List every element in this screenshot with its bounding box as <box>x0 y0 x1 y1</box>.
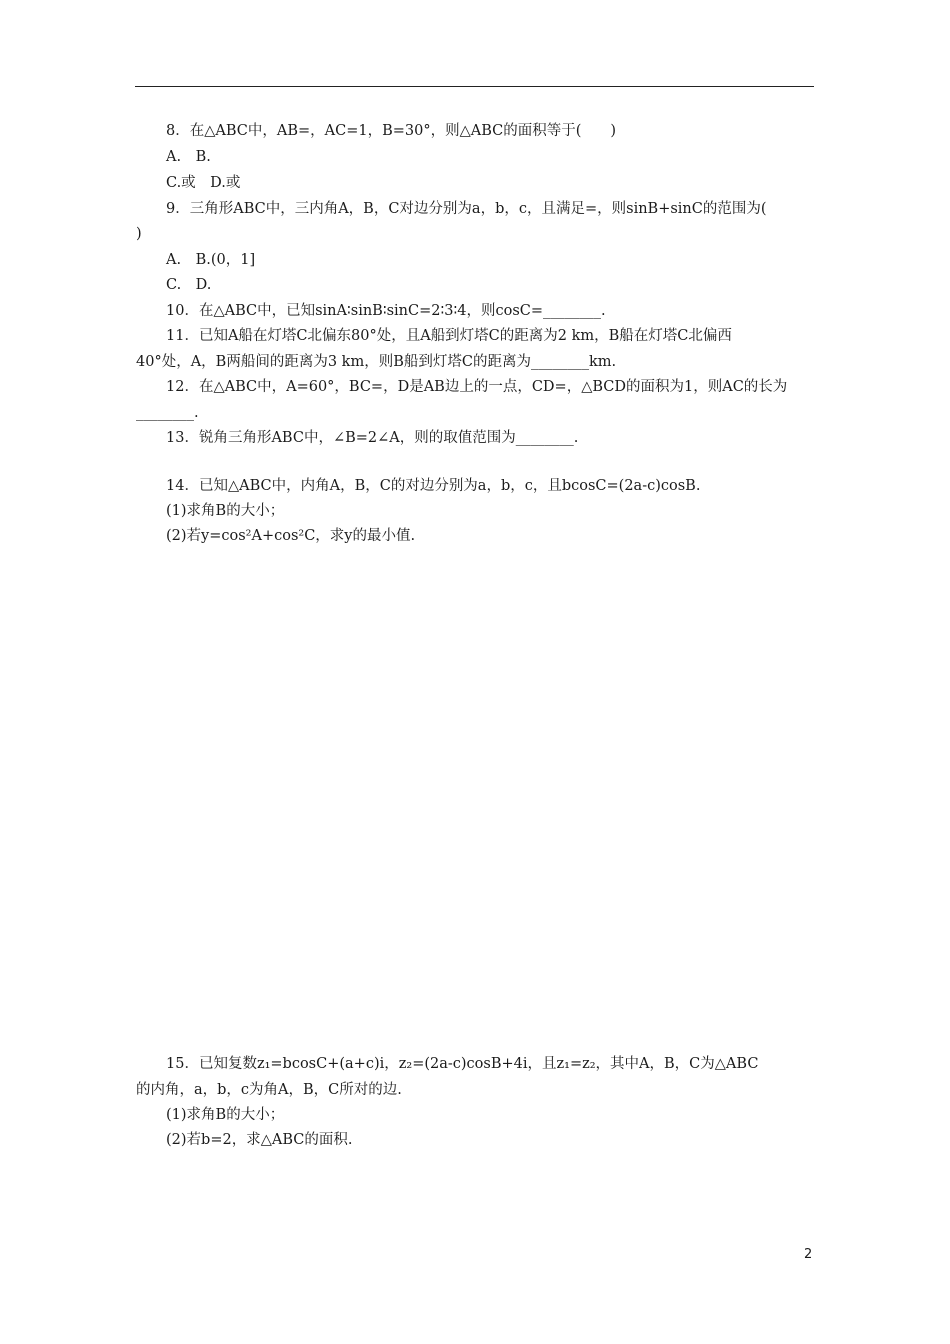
q9-options-ab: A. B.(0，1] <box>166 252 256 268</box>
q14-stem: 14．已知△ABC中，内角A，B，C的对边分别为a，b，c，且bcosC=(2a-c)cosB. <box>166 478 701 494</box>
q15-part1: (1)求角B的大小； <box>166 1107 285 1123</box>
q14-part2: (2)若y=cos²A+cos²C，求y的最小值. <box>166 528 416 544</box>
header-rule <box>135 86 814 87</box>
q10-stem: 10．在△ABC中，已知sinA∶sinB∶sinC=2∶3∶4，则cosC=________. <box>166 303 606 319</box>
q9-options-cd: C. D. <box>166 277 212 293</box>
q11-stem-cont: 40°处，A，B两船间的距离为3 km，则B船到灯塔C的距离为________km. <box>136 354 617 370</box>
q12-stem-cont: ________. <box>136 405 199 421</box>
q15-part2: (2)若b=2，求△ABC的面积. <box>166 1132 353 1148</box>
q8-options-ab: A. B. <box>166 149 211 165</box>
page-number: 2 <box>804 1247 813 1262</box>
q15-stem: 15．已知复数z₁=bcosC+(a+c)i，z₂=(2a-c)cosB+4i，且z₁=z₂，其中A，B，C为△ABC <box>166 1056 759 1072</box>
q9-stem-cont: ) <box>136 226 142 242</box>
q15-stem-cont: 的内角，a，b，c为角A，B，C所对的边. <box>136 1082 402 1098</box>
q9-stem: 9．三角形ABC中，三内角A，B，C对边分别为a，b，c，且满足=，则sinB+sinC的范围为( <box>166 201 767 217</box>
q12-stem: 12．在△ABC中，A=60°，BC=，D是AB边上的一点，CD=，△BCD的面积为1，则AC的长为 <box>166 379 788 395</box>
q11-stem: 11．已知A船在灯塔C北偏东80°处，且A船到灯塔C的距离为2 km，B船在灯塔C北偏西 <box>166 328 732 344</box>
q8-options-cd: C.或 D.或 <box>166 175 241 191</box>
q13-stem: 13．锐角三角形ABC中，∠B=2∠A，则的取值范围为________. <box>166 430 579 446</box>
q14-part1: (1)求角B的大小； <box>166 503 285 519</box>
q8-stem: 8．在△ABC中，AB=，AC=1，B=30°，则△ABC的面积等于( ) <box>166 123 617 139</box>
